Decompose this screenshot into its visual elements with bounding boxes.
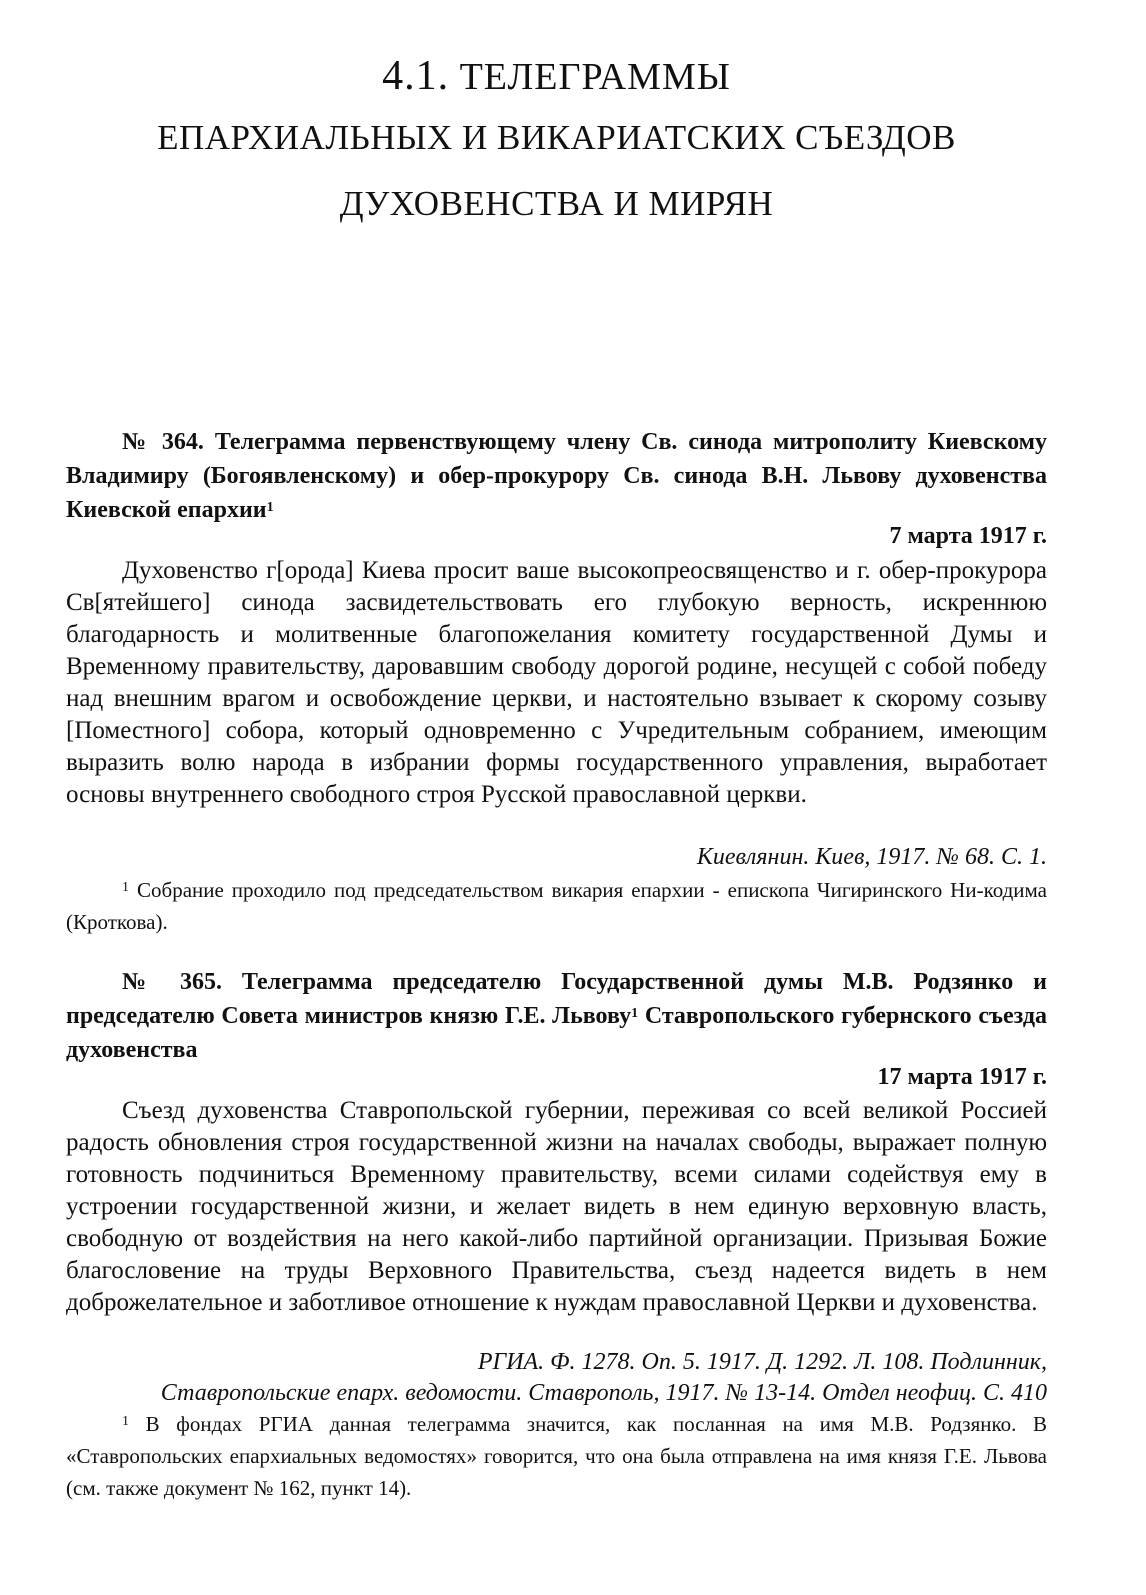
doc-365-title-part1: № 365. Телеграмма председателю Государственной думы М.В. Родзянко и председателю Совета министров князю Г.Е. Львову: [66, 969, 1047, 1029]
doc-365-source-line1: РГИА. Ф. 1278. Оп. 5. 1917. Д. 1292. Л. 108. Подлинник,: [477, 1349, 1047, 1375]
doc-365-date: 17 марта 1917 г.: [877, 1064, 1047, 1090]
doc-364-date: 7 марта 1917 г.: [889, 523, 1047, 549]
doc-364-footnote: [66, 874, 1047, 938]
doc-365-footnote-mark: 1: [122, 1414, 129, 1429]
doc-365-source-line2: Ставропольские епарх. ведомости. Ставрополь, 1917. № 13-14. Отдел неофиц. С. 410: [160, 1380, 1047, 1406]
doc-365-body: Съезд духовенства Ставропольской губернии, переживая со всей великой Россией радость обновления строя государственной жизни на началах свободы, выражает полную готовность подчиниться Временному правительству, всеми силами содействуя ему в устроении государственной жизни, и желает видеть в нем единую верховную власть, свободную от воздействия на него какой-либо партийной организации. Призывая Божие благословение на труды Верховного Правительства, съезд надеется видеть в нем доброжелательное и заботливое отношение к нуждам православной Церкви и духовенства.: [66, 1097, 1047, 1316]
chapter-heading-line1: [66, 52, 1047, 100]
doc-364-source: Киевлянин. Киев, 1917. № 68. С. 1.: [696, 844, 1047, 870]
doc-364-body: Духовенство г[орода] Киева просит ваше высокопреосвященство и г. обер-прокурора Св[ятейшего] синода засвидетельствовать его глубокую верность, искреннюю благодарность и молитвенные благопожелания комитету государственной Думы и Временному правительству, даровавшим свободу дорогой родине, несущей с собой победу над внешним врагом и освобождение церкви, и настоятельно взывает к скорому созыву [Поместного] собора, который одновременно с Учредительным собранием, имеющим выразить волю народа в избрании формы государственного управления, выработает основы внутреннего свободного строя Русской православной церкви.: [66, 557, 1047, 808]
doc-365-footnote: [66, 1408, 1047, 1504]
chapter-title-line1: ТЕЛЕГРАММЫ: [459, 56, 731, 98]
doc-364-title: [66, 425, 1047, 527]
doc-365-title-part2: Ставропольского губернского съезда духовенства: [66, 1003, 1048, 1063]
chapter-title-line2: ЕПАРХИАЛЬНЫХ И ВИКАРИАТСКИХ СЪЕЗДОВ: [157, 118, 956, 157]
doc-365-footnote-text: В фондах РГИА данная телеграмма значится, как посланная на имя М.В. Родзянко. В «Ставропольских епархиальных ведомостях» говорится, что она была отправлена на имя князя Г.Е. Львова (см. также документ № 162, пункт 14).: [66, 1412, 1047, 1500]
chapter-number: 4.1.: [382, 53, 450, 99]
doc-364-title-footnote-ref: 1: [266, 500, 274, 515]
doc-365-title: [66, 965, 1047, 1067]
doc-364-title-text: № 364. Телеграмма первенствующему члену Св. синода митрополиту Киевскому Владимиру (Богоявленскому) и обер-прокурору Св. синода В.Н. Львову духовенства Киевской епархии: [66, 429, 1047, 523]
doc-364-footnote-text: Собрание проходило под председательством викария епархии - епископа Чигиринского Ни-кодима (Кроткова).: [66, 878, 1048, 934]
chapter-title-line3: ДУХОВЕНСТВА И МИРЯН: [339, 184, 774, 223]
doc-364-footnote-mark: 1: [122, 880, 129, 895]
doc-365-title-footnote-ref: 1: [631, 1006, 639, 1021]
